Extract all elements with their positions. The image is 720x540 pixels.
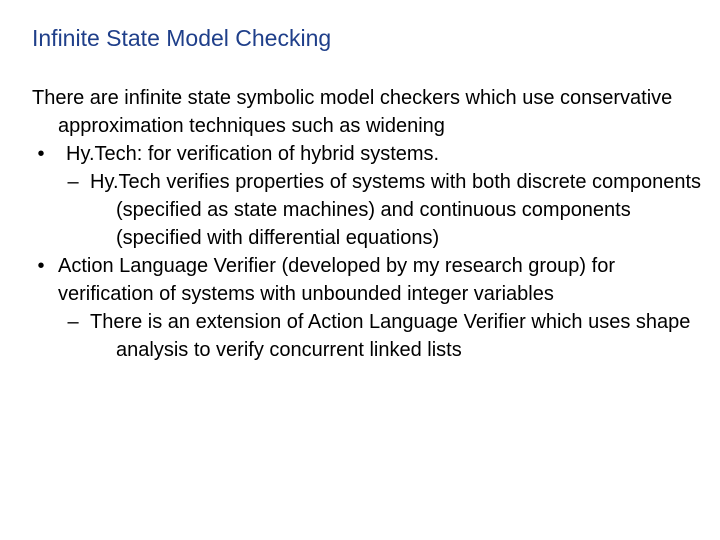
dash-marker: – xyxy=(67,311,79,333)
sub-bullet-alv-extension xyxy=(32,308,704,364)
sub-bullet-hytech-details xyxy=(32,168,704,252)
intro-paragraph: There are infinite state symbolic model checkers which use conservative approximation techniques such as widening xyxy=(32,87,673,137)
slide-body xyxy=(32,84,704,364)
bullet-text: Hy.Tech: for verification of hybrid systems. xyxy=(66,143,440,165)
bullet-text: Action Language Verifier (developed by my research group) for verification of systems with unbounded integer variables xyxy=(58,255,615,305)
sub-bullet-text: There is an extension of Action Language Verifier which uses shape analysis to verify concurrent linked lists xyxy=(90,311,691,361)
dash-marker: – xyxy=(67,171,79,193)
bullet-action-language-verifier xyxy=(32,252,704,308)
bullet-marker: • xyxy=(37,143,45,165)
bullet-marker: • xyxy=(37,255,45,277)
bullet-hytech xyxy=(32,140,704,168)
slide-title: Infinite State Model Checking xyxy=(32,25,332,51)
sub-bullet-text: Hy.Tech verifies properties of systems with both discrete components (specified as state machines) and continuous components (specified with differential equations) xyxy=(90,171,701,249)
